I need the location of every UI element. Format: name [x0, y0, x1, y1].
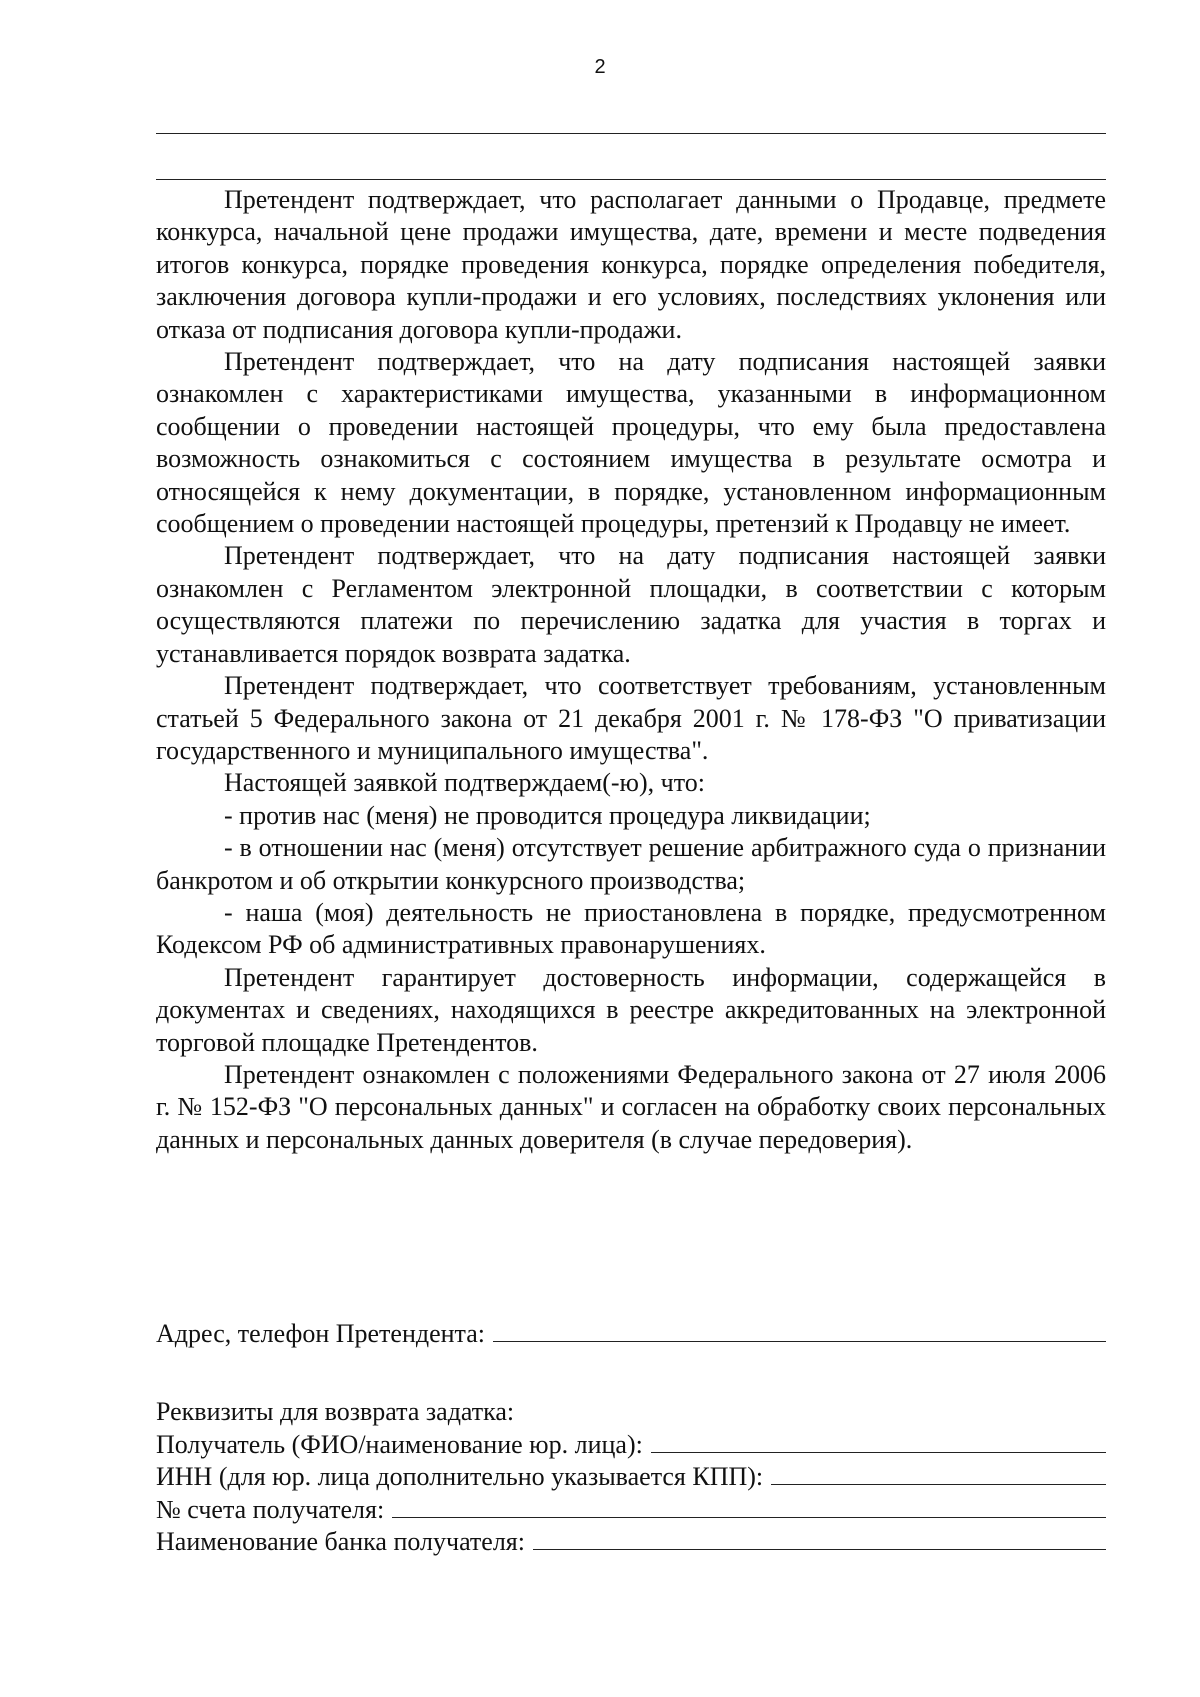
- paragraph-confirmation-intro: Настоящей заявкой подтверждаем(-ю), что:: [224, 768, 705, 798]
- paragraph-accuracy-guarantee: Претендент гарантирует достоверность информации, содержащейся в документах и сведениях, находящихся в реестре аккредитованных на электронной торговой площадке Претендентов.: [156, 962, 1106, 1057]
- list-item-no-liquidation: - против нас (меня) не проводится процедура ликвидации;: [224, 800, 871, 830]
- inn-blank-line[interactable]: [771, 1462, 1106, 1485]
- paragraph-platform-regulations: Претендент подтверждает, что на дату подписания настоящей заявки ознакомлен с Регламентом электронной площадки, в соответствии с которым осуществляются платежи по перечислению задатка для участия в торгах и устанавливается порядок возврата задатка.: [156, 541, 1106, 668]
- recipient-field-row: [156, 1429, 1106, 1461]
- refund-heading: Реквизиты для возврата задатка:: [156, 1397, 515, 1427]
- address-blank-line[interactable]: [493, 1319, 1106, 1342]
- recipient-label: Получатель (ФИО/наименование юр. лица):: [156, 1429, 643, 1459]
- inn-label: ИНН (для юр. лица дополнительно указывается КПП):: [156, 1462, 764, 1492]
- account-field-row: [156, 1494, 1106, 1526]
- address-field-row: [156, 1318, 1106, 1350]
- account-blank-line[interactable]: [392, 1495, 1106, 1518]
- header-rule-top: [156, 133, 1106, 134]
- account-label: № счета получателя:: [156, 1494, 385, 1524]
- recipient-blank-line[interactable]: [651, 1430, 1106, 1453]
- declaration-body: [156, 184, 1106, 1156]
- bank-field-row: [156, 1526, 1106, 1558]
- bank-blank-line[interactable]: [533, 1527, 1106, 1550]
- refund-heading-row: [156, 1396, 1106, 1428]
- list-item-no-bankruptcy: - в отношении нас (меня) отсутствует решение арбитражного суда о признании банкротом и об открытии конкурсного производства;: [156, 833, 1106, 895]
- paragraph-seller-info: Претендент подтверждает, что располагает данными о Продавце, предмете конкурса, начальной цене продажи имущества, дате, времени и месте подведения итогов конкурса, порядке проведения конкурса, порядке определения победителя, заключения договора купли-продажи и его условиях, последствиях уклонения или отказа от подписания договора купли-продажи.: [156, 185, 1106, 344]
- address-label: Адрес, телефон Претендента:: [156, 1319, 485, 1348]
- header-rule-bottom: [156, 179, 1106, 180]
- paragraph-law-compliance: Претендент подтверждает, что соответствует требованиям, установленным статьей 5 Федерального закона от 21 декабря 2001 г. № 178-ФЗ "О приватизации государственного и муниципального имущества".: [156, 671, 1106, 765]
- paragraph-property-info: Претендент подтверждает, что на дату подписания настоящей заявки ознакомлен с характеристиками имущества, указанными в информационном сообщении о проведении настоящей процедуры, что ему была предоставлена возможность ознакомиться с состоянием имущества в результате осмотра и относящейся к нему документации, в порядке, установленном информационным сообщением о проведении настоящей процедуры, претензий к Продавцу не имеет.: [156, 347, 1106, 539]
- page-number: 2: [594, 56, 606, 78]
- list-item-not-suspended: - наша (моя) деятельность не приостановлена в порядке, предусмотренном Кодексом РФ об административных правонарушениях.: [156, 897, 1106, 960]
- applicant-details: [156, 1318, 1106, 1558]
- bank-label: Наименование банка получателя:: [156, 1526, 525, 1556]
- inn-field-row: [156, 1461, 1106, 1493]
- paragraph-personal-data-consent: Претендент ознакомлен с положениями Федерального закона от 27 июля 2006 г. № 152-ФЗ "О персональных данных" и согласен на обработку своих персональных данных и персональных данных доверителя (в случае передоверия).: [156, 1059, 1106, 1154]
